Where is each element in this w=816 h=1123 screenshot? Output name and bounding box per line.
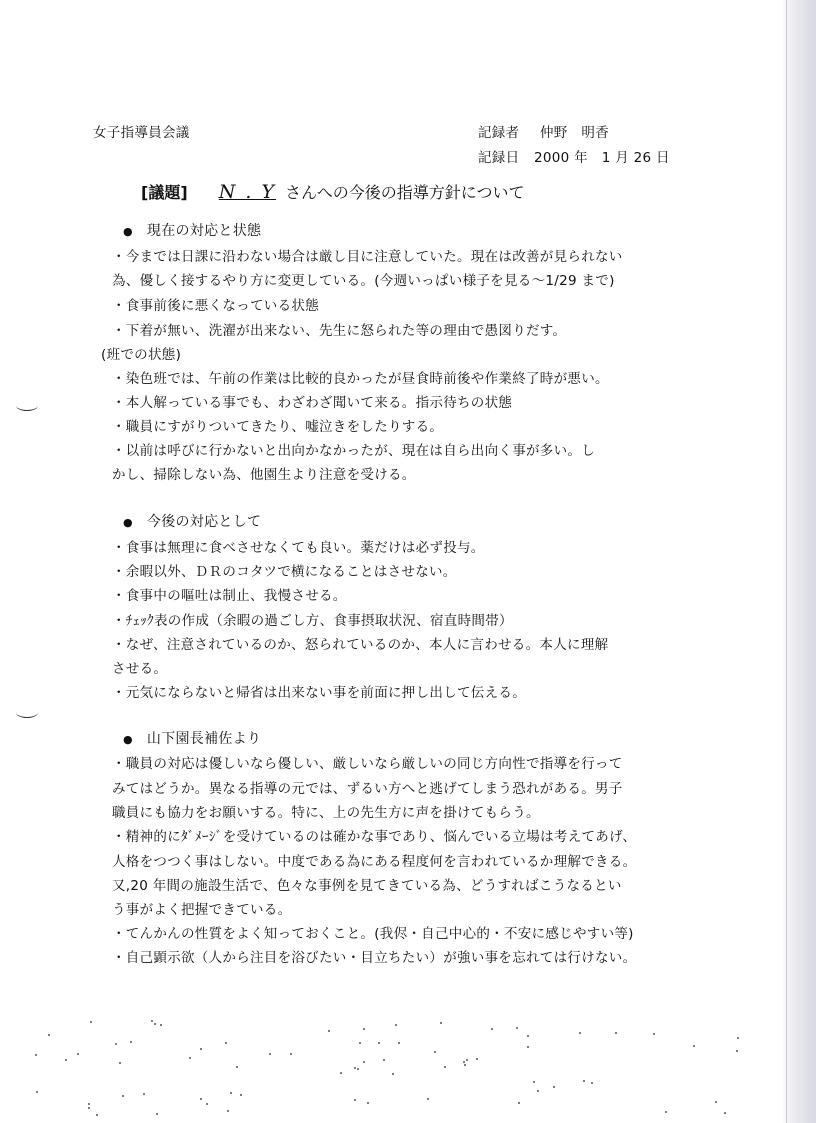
scan-speck: [88, 1103, 90, 1105]
scan-speck: [354, 1067, 356, 1069]
text-line: 人格をつつく事はしない。中度である為にある程度何を言われているか理解できる。: [112, 854, 637, 870]
scan-speck: [653, 1033, 655, 1035]
scan-speck: [189, 1057, 191, 1059]
scan-speck: [392, 1073, 394, 1075]
punch-hole-mark: [16, 707, 38, 718]
scan-speck: [156, 1113, 158, 1115]
text-line: ・食事中の嘔吐は制止、我慢させる。: [112, 588, 347, 604]
scan-speck: [693, 1045, 695, 1047]
scan-speck: [290, 1053, 292, 1055]
scan-speck: [527, 1046, 529, 1048]
scan-speck: [88, 1107, 90, 1109]
text-line: ・染色班では、午前の作業は比較的良かったが昼食時前後や作業終了時が悪い。: [112, 371, 609, 387]
heading-text: 現在の対応と状態: [146, 223, 262, 239]
scan-speck: [35, 1054, 37, 1056]
scan-speck: [363, 1061, 365, 1063]
scan-speck: [491, 1028, 493, 1030]
scan-speck: [77, 1053, 79, 1055]
scan-speck: [359, 1042, 361, 1044]
scan-speck: [434, 1051, 436, 1053]
scan-speck: [591, 1082, 593, 1084]
bullet-icon: ●: [123, 225, 133, 238]
scan-speck: [579, 1032, 581, 1034]
scan-speck: [143, 1093, 145, 1095]
scan-speck: [736, 1050, 738, 1052]
heading-text: 今後の対応として: [146, 514, 262, 530]
scan-speck: [615, 1032, 617, 1034]
scan-speck: [440, 1022, 442, 1024]
recorder-label: 記録者: [478, 125, 520, 141]
scan-speck: [269, 1053, 271, 1055]
scan-speck: [65, 1059, 67, 1061]
scan-speck: [160, 1024, 162, 1026]
scan-speck: [227, 1110, 229, 1112]
recorder: [478, 121, 609, 141]
scan-speck: [367, 1102, 369, 1104]
text-line: かし、掃除しない為、他園生より注意を受ける。: [112, 467, 416, 483]
scan-speck: [115, 1043, 117, 1045]
scan-speck: [715, 1101, 717, 1103]
scan-speck: [398, 1042, 400, 1044]
text-line: みてはどうか。異なる指導の元では、ずるい方へと逃げてしまう恐れがある。男子: [112, 781, 623, 797]
text-line: ・本人解っている事でも、わざわざ聞いて来る。指示待ちの状態: [112, 395, 513, 411]
scan-speck: [122, 1095, 124, 1097]
scan-speck: [583, 1080, 585, 1082]
scan-speck: [516, 1027, 518, 1029]
text-line: ・精神的にﾀﾞﾒｰｼﾞを受けているのは確かな事であり、悩んでいる立場は考えてあげ、: [112, 829, 637, 845]
page-edge: [786, 0, 787, 1123]
scan-speck: [225, 1042, 227, 1044]
scan-speck: [466, 1059, 468, 1061]
section-heading-advice: [123, 728, 261, 748]
scan-speck: [553, 1086, 555, 1088]
agenda-title: [141, 180, 525, 203]
text-line: う事がよく把握できている。: [112, 902, 292, 918]
text-line: ・職員の対応は優しいなら優しい、厳しいなら厳しいの同じ方向性で指導を行って: [112, 756, 623, 772]
scan-speck: [357, 1068, 359, 1070]
text-line: ・職員にすがりついてきたり、嘘泣きをしたりする。: [112, 419, 444, 435]
text-line: ・以前は呼びに行かないと出向かなかったが、現在は自ら出向く事が多い。し: [112, 443, 595, 459]
scan-speck: [340, 1072, 342, 1074]
scan-speck: [518, 1102, 520, 1104]
scan-speck: [200, 1098, 202, 1100]
heading-text: 山下園長補佐より: [146, 731, 262, 747]
scan-speck: [154, 1023, 156, 1025]
meeting-name: 女子指導員会議: [93, 125, 190, 141]
scan-speck: [724, 1112, 726, 1114]
scan-speck: [230, 1092, 232, 1094]
text-line: ・食事前後に悪くなっている状態: [112, 298, 319, 314]
recorder-name: 仲野 明香: [540, 125, 609, 141]
scan-speck: [328, 1030, 330, 1032]
section-heading-current: [123, 220, 261, 240]
scan-speck: [48, 1034, 50, 1036]
bullet-icon: ●: [123, 733, 133, 746]
scan-speck: [665, 1111, 667, 1113]
text-line: ・今までは日課に沿わない場合は厳し目に注意していた。現在は改善が見られない: [112, 249, 623, 265]
date-value: 2000 年 1 月 26 日: [534, 150, 670, 166]
scan-speck: [476, 1058, 478, 1060]
text-line: (班での状態): [101, 347, 182, 363]
agenda-label: [議題]: [141, 183, 188, 202]
scan-speck: [527, 1035, 529, 1037]
scan-speck: [206, 1103, 208, 1105]
agenda-text: さんへの今後の指導方針について: [285, 183, 525, 202]
scan-speck: [36, 1091, 38, 1093]
scan-speck: [119, 1062, 121, 1064]
scan-speck: [383, 1059, 385, 1061]
record-date: [478, 146, 670, 166]
scan-speck: [737, 1037, 739, 1039]
scan-speck: [90, 1021, 92, 1023]
scan-speck: [463, 1061, 465, 1063]
text-line: ・下着が無い、洗濯が出来ない、先生に怒られた等の理由で愚図りだす。: [112, 323, 567, 339]
text-line: 職員にも協力をお願いする。特に、上の先生方に声を掛けてもらう。: [112, 805, 540, 821]
scan-speck: [533, 1081, 535, 1083]
punch-hole-mark: [16, 400, 38, 411]
scan-speck: [464, 1064, 466, 1066]
scan-speck: [96, 1114, 98, 1116]
text-line: させる。: [112, 661, 168, 677]
scan-speck: [427, 1098, 429, 1100]
date-label: 記録日: [478, 150, 520, 166]
text-line: ・元気にならないと帰省は出来ない事を前面に押し出して伝える。: [112, 685, 526, 701]
scan-speck: [130, 1041, 132, 1043]
text-line: ・自己顕示欲（人から注目を浴びたい・目立ちたい）が強い事を忘れては行けない。: [112, 950, 637, 966]
scan-speck: [240, 1094, 242, 1096]
scan-noise: [30, 1020, 780, 1120]
scan-speck: [151, 1020, 153, 1022]
text-line: ・食事は無理に食べさせなくても良い。薬だけは必ず投与。: [112, 540, 485, 556]
scan-speck: [537, 1090, 539, 1092]
scan-edge-shadow: [783, 0, 816, 1123]
text-line: 又,20 年間の施設生活で、色々な事例を見てきている為、どうすればこうなるとい: [112, 878, 622, 894]
text-line: ・なぜ、注意されているのか、怒られているのか、本人に言わせる。本人に理解: [112, 637, 609, 653]
section-heading-future: [123, 511, 261, 531]
scan-speck: [200, 1048, 202, 1050]
scan-speck: [395, 1024, 397, 1026]
text-line: ・てんかんの性質をよく知っておくこと。(我侭・自己中心的・不安に感じやすい等): [112, 926, 634, 942]
text-line: ・ﾁｪｯｸ表の作成（余暇の過ごし方、食事摂取状況、宿直時間帯）: [112, 613, 513, 629]
scan-speck: [363, 1028, 365, 1030]
text-line: ・余暇以外、ＤＲのコタツで横になることはさせない。: [112, 564, 457, 580]
scan-speck: [354, 1099, 356, 1101]
scan-speck: [378, 1042, 380, 1044]
scan-speck: [236, 1066, 238, 1068]
bullet-icon: ●: [123, 516, 133, 529]
scan-speck: [444, 1066, 446, 1068]
handwritten-initials: N . Y: [218, 181, 277, 203]
text-line: 為、優しく接するやり方に変更している。(今週いっぱい様子を見る～1/29 まで): [112, 273, 615, 289]
